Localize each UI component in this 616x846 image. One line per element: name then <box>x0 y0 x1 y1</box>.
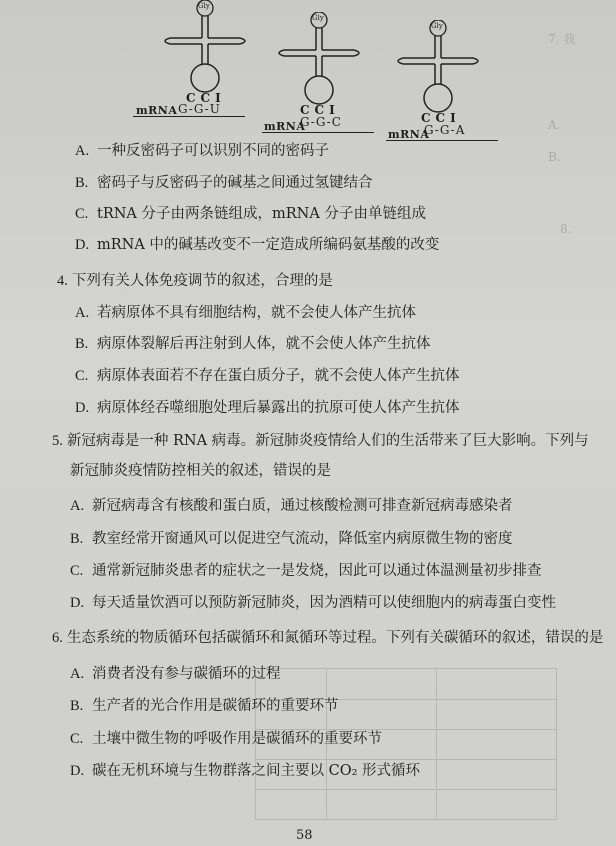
option-letter: D. <box>70 595 85 611</box>
q5-stem-line2 <box>70 461 331 481</box>
option-letter: C. <box>75 206 89 222</box>
mrna-strand-1 <box>133 116 245 117</box>
question-text: 新冠病毒是一种 RNA 病毒。新冠肺炎疫情给人们的生活带来了巨大影响。下列与 <box>66 433 589 449</box>
codon-1: G-G-U <box>178 102 221 116</box>
q5-stem-line1 <box>52 431 589 451</box>
question-number: 6. <box>52 630 63 646</box>
option-letter: A. <box>70 666 85 682</box>
anticodon-2: CCI <box>300 103 340 117</box>
option-text: mRNA 中的碱基改变不一定造成所编码氨基酸的改变 <box>97 237 440 253</box>
option-letter: C. <box>70 563 84 579</box>
option-text: 新冠病毒含有核酸和蛋白质，通过核酸检测可排查新冠病毒感染者 <box>92 498 513 514</box>
codon-3: G-G-A <box>424 123 466 137</box>
option-text: 通常新冠肺炎患者的症状之一是发烧，因此可以通过体温测量初步排查 <box>92 563 542 579</box>
option-letter: A. <box>75 305 90 321</box>
option-letter: D. <box>75 400 90 416</box>
q3-option-d[interactable] <box>75 235 439 255</box>
q4-option-c[interactable] <box>75 366 460 386</box>
question-text: 下列有关人体免疫调节的叙述，合理的是 <box>71 273 333 289</box>
option-text: 病原体裂解后再注射到人体，就不会使人体产生抗体 <box>97 336 431 352</box>
gly-label: Gly <box>198 2 210 10</box>
question-number: 5. <box>52 433 63 449</box>
option-text: 教室经常开窗通风可以促进空气流动，降低室内病原微生物的密度 <box>92 531 513 547</box>
option-text: 若病原体不具有细胞结构，就不会使人体产生抗体 <box>97 305 416 321</box>
question-number: 4. <box>57 273 68 289</box>
option-letter: B. <box>70 698 84 714</box>
anticodon-3: CCI <box>421 111 461 125</box>
question-text: 新冠肺炎疫情防控相关的叙述，错误的是 <box>70 463 331 479</box>
option-letter: B. <box>70 531 84 547</box>
mrna-label-3: mRNA <box>388 128 430 141</box>
option-text: 生产者的光合作用是碳循环的重要环节 <box>92 698 339 714</box>
option-letter: B. <box>75 336 89 352</box>
option-letter: A. <box>75 143 90 159</box>
q4-option-b[interactable] <box>75 334 431 354</box>
mrna-strand-3 <box>386 140 498 141</box>
option-text: 消费者没有参与碳循环的过程 <box>92 666 281 682</box>
q5-option-b[interactable] <box>70 529 513 549</box>
q4-option-a[interactable] <box>75 303 416 323</box>
q6-option-b[interactable] <box>70 696 339 716</box>
q6-stem <box>52 628 603 648</box>
question-text: 生态系统的物质循环包括碳循环和氮循环等过程。下列有关碳循环的叙述，错误的是 <box>66 630 604 646</box>
option-letter: C. <box>70 731 84 747</box>
q5-option-c[interactable] <box>70 561 542 581</box>
bleed-through-text: B. <box>548 150 561 164</box>
option-text: tRNA 分子由两条链组成，mRNA 分子由单链组成 <box>97 206 426 222</box>
bleed-through-text: 7. 我 <box>548 32 576 46</box>
codon-2: G-G-C <box>300 115 342 129</box>
mrna-strand-2 <box>262 132 374 133</box>
gly-label: Gly <box>431 22 443 30</box>
gly-label: Gly <box>312 14 324 22</box>
option-letter: C. <box>75 368 89 384</box>
q4-stem <box>57 271 333 291</box>
option-text: 一种反密码子可以识别不同的密码子 <box>97 143 329 159</box>
option-letter: B. <box>75 175 89 191</box>
q6-option-a[interactable] <box>70 664 281 684</box>
page-number: 58 <box>296 828 313 843</box>
option-text: 病原体表面若不存在蛋白质分子，就不会使人体产生抗体 <box>97 368 460 384</box>
q6-option-d[interactable] <box>70 761 420 781</box>
anticodon-1: CCI <box>186 91 226 105</box>
option-text: 碳在无机环境与生物群落之间主要以 CO₂ 形式循环 <box>92 763 421 779</box>
q3-option-c[interactable] <box>75 204 426 224</box>
option-letter: D. <box>75 237 90 253</box>
q4-option-d[interactable] <box>75 398 460 418</box>
option-text: 每天适量饮酒可以预防新冠肺炎，因为酒精可以使细胞内的病毒蛋白变性 <box>92 595 556 611</box>
option-text: 土壤中微生物的呼吸作用是碳循环的重要环节 <box>92 731 382 747</box>
option-text: 密码子与反密码子的碱基之间通过氢键结合 <box>97 175 373 191</box>
q5-option-d[interactable] <box>70 593 556 613</box>
bleed-through-text: 8. <box>560 222 572 236</box>
q6-option-c[interactable] <box>70 729 382 749</box>
mrna-label-2: mRNA <box>264 120 306 133</box>
q5-option-a[interactable] <box>70 496 513 516</box>
bleed-through-text: A. <box>548 118 561 132</box>
option-letter: A. <box>70 498 85 514</box>
option-text: 病原体经吞噬细胞处理后暴露出的抗原可使人体产生抗体 <box>97 400 460 416</box>
mrna-label-1: mRNA <box>136 104 178 117</box>
q3-option-a[interactable] <box>75 141 329 161</box>
q3-option-b[interactable] <box>75 173 373 193</box>
option-letter: D. <box>70 763 85 779</box>
